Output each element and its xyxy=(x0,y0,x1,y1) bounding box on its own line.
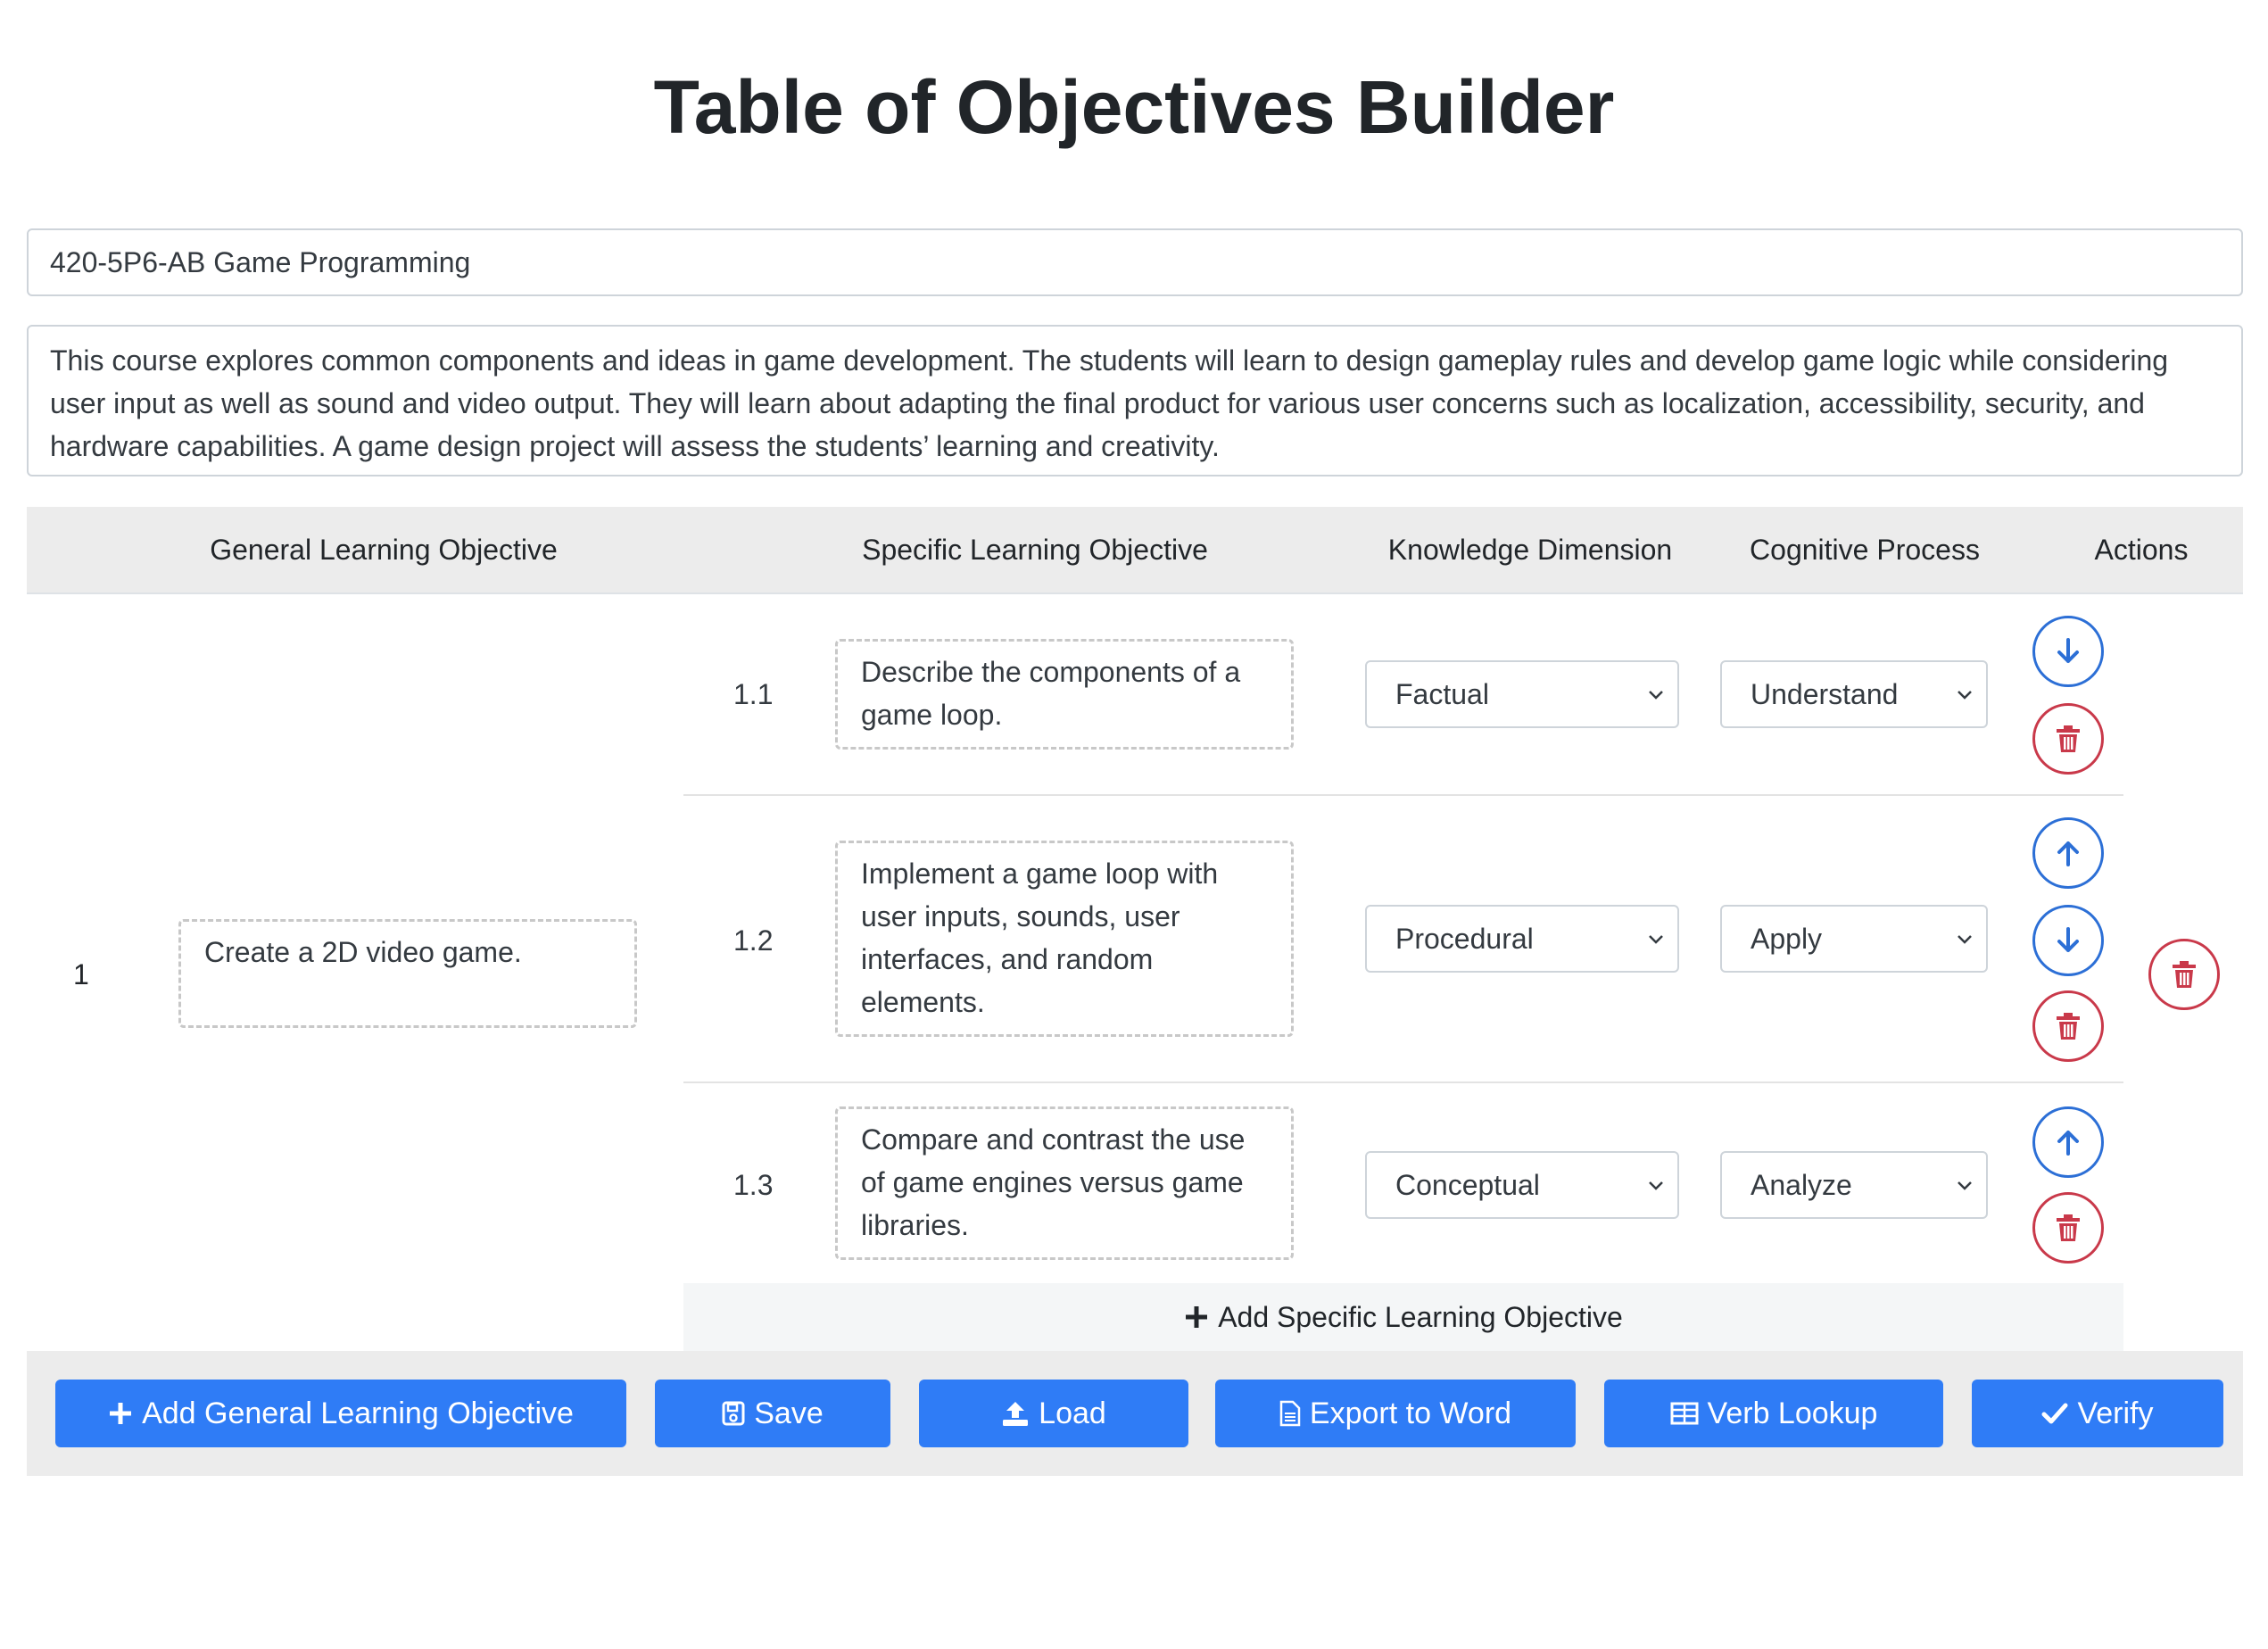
arrow-down-icon xyxy=(2053,636,2083,667)
chevron-down-icon xyxy=(1956,1153,1974,1217)
select-value: Apply xyxy=(1751,923,1823,955)
file-icon xyxy=(1279,1400,1301,1427)
button-label: Export to Word xyxy=(1309,1396,1512,1430)
add-general-objective-button[interactable] xyxy=(55,1380,626,1447)
table-icon xyxy=(1670,1402,1699,1425)
chevron-down-icon xyxy=(1956,662,1974,726)
chevron-down-icon xyxy=(1647,1153,1665,1217)
specific-objective-text[interactable]: Compare and contrast the use of game engines versus game libraries. xyxy=(835,1106,1294,1260)
header-knowledge: Knowledge Dimension xyxy=(1387,534,1673,566)
specific-objective-text[interactable]: Describe the components of a game loop. xyxy=(835,639,1294,750)
chevron-down-icon xyxy=(1647,662,1665,726)
trash-icon xyxy=(2171,960,2198,989)
general-objective-number: 1 xyxy=(73,958,89,990)
trash-icon xyxy=(2055,725,2082,753)
plus-icon xyxy=(108,1401,133,1426)
header-general: General Learning Objective xyxy=(210,534,558,566)
button-label: Save xyxy=(754,1396,824,1430)
delete-specific-button[interactable] xyxy=(2032,990,2104,1062)
move-down-button[interactable] xyxy=(2032,616,2104,687)
cognitive-process-select[interactable] xyxy=(1720,905,1988,973)
page-title: Table of Objectives Builder xyxy=(653,65,1615,149)
specific-objective-number: 1.3 xyxy=(733,1169,774,1201)
select-value: Procedural xyxy=(1395,923,1534,955)
row-divider xyxy=(683,794,2123,796)
add-specific-label: Add Specific Learning Objective xyxy=(1218,1300,1623,1333)
select-value: Conceptual xyxy=(1395,1169,1540,1201)
select-value: Analyze xyxy=(1751,1169,1852,1201)
row-divider xyxy=(683,1081,2123,1083)
knowledge-dimension-select[interactable] xyxy=(1365,905,1679,973)
header-specific: Specific Learning Objective xyxy=(862,534,1208,566)
trash-icon xyxy=(2055,1214,2082,1242)
chevron-down-icon xyxy=(1647,907,1665,971)
arrow-up-icon xyxy=(2053,838,2083,868)
upload-icon xyxy=(1001,1400,1030,1427)
button-label: Add General Learning Objective xyxy=(142,1396,574,1430)
specific-objective-number: 1.2 xyxy=(733,924,774,957)
delete-general-button[interactable] xyxy=(2148,939,2220,1010)
verb-lookup-button[interactable] xyxy=(1604,1380,1943,1447)
button-label: Load xyxy=(1039,1396,1106,1430)
check-icon xyxy=(2041,1402,2068,1425)
course-description-textarea[interactable]: This course explores common components and ideas in game development. The students will learn to design gameplay rules and develop game logic while considering user input as well as sound and video output. They will learn about adapting the final product for various user concerns such as localization, accessibility, security, and hardware capabilities. A game design project will assess the students’ learning and creativity. xyxy=(27,325,2243,476)
arrow-down-icon xyxy=(2053,925,2083,956)
move-down-button[interactable] xyxy=(2032,905,2104,976)
move-up-button[interactable] xyxy=(2032,817,2104,889)
delete-specific-button[interactable] xyxy=(2032,703,2104,775)
knowledge-dimension-select[interactable] xyxy=(1365,660,1679,728)
chevron-down-icon xyxy=(1956,907,1974,971)
general-objective-text[interactable]: Create a 2D video game. xyxy=(178,919,637,1028)
select-value: Understand xyxy=(1751,678,1899,710)
button-label: Verify xyxy=(2077,1396,2154,1430)
verify-button[interactable] xyxy=(1972,1380,2223,1447)
specific-objective-number: 1.1 xyxy=(733,678,774,710)
floppy-icon xyxy=(722,1401,745,1426)
plus-icon xyxy=(1184,1305,1209,1330)
add-specific-objective-button[interactable] xyxy=(683,1283,2123,1351)
button-label: Verb Lookup xyxy=(1707,1396,1878,1430)
save-button[interactable] xyxy=(655,1380,890,1447)
header-actions: Actions xyxy=(2094,534,2189,566)
move-up-button[interactable] xyxy=(2032,1106,2104,1178)
select-value: Factual xyxy=(1395,678,1489,710)
specific-objective-text[interactable]: Implement a game loop with user inputs, sounds, user interfaces, and random elements. xyxy=(835,841,1294,1037)
load-button[interactable] xyxy=(919,1380,1188,1447)
delete-specific-button[interactable] xyxy=(2032,1192,2104,1264)
knowledge-dimension-select[interactable] xyxy=(1365,1151,1679,1219)
cognitive-process-select[interactable] xyxy=(1720,1151,1988,1219)
course-name-input[interactable]: 420-5P6-AB Game Programming xyxy=(27,228,2243,296)
header-cognitive: Cognitive Process xyxy=(1750,534,1980,566)
trash-icon xyxy=(2055,1012,2082,1040)
arrow-up-icon xyxy=(2053,1127,2083,1157)
footer-toolbar xyxy=(27,1351,2243,1476)
table-header xyxy=(27,507,2243,594)
export-to-word-button[interactable] xyxy=(1215,1380,1576,1447)
cognitive-process-select[interactable] xyxy=(1720,660,1988,728)
